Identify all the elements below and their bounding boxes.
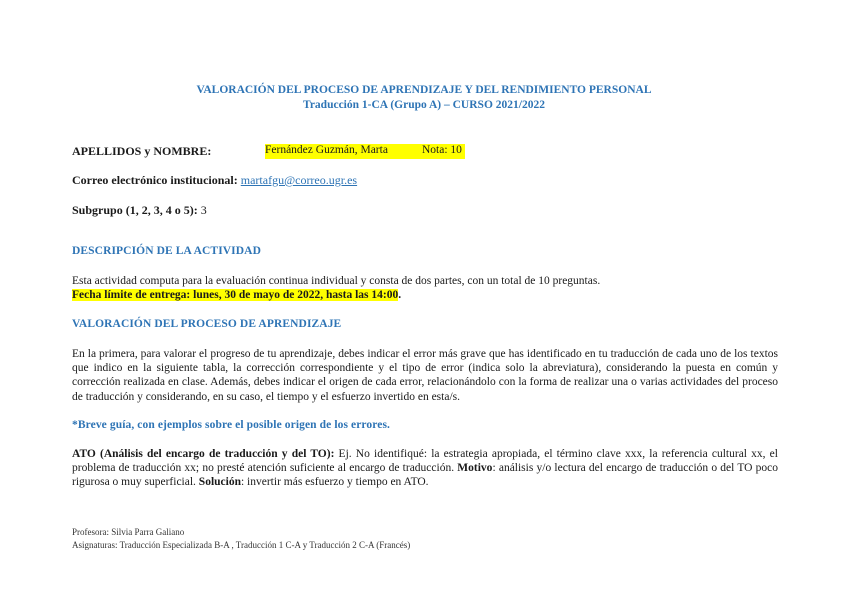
email-row bbox=[72, 173, 357, 188]
ato-text-1: Ej. No identifiqué: la estrategia apropiada, el término clave xxx, la referencia cultural xx, el problema de traducción xx; no presté atención suficiente al encargo de traducción. bbox=[72, 448, 778, 475]
name-label: APELLIDOS y NOMBRE: bbox=[72, 144, 212, 158]
subgroup-label: Subgrupo (1, 2, 3, 4 o 5): bbox=[72, 203, 198, 217]
name-highlight bbox=[265, 144, 465, 159]
activity-heading: DESCRIPCIÓN DE LA ACTIVIDAD bbox=[72, 245, 261, 257]
ato-text-2: : análisis y/o lectura del encargo de traducción o del TO poco rigurosa o muy superficial. bbox=[72, 462, 779, 489]
document-subtitle: Traducción 1-CA (Grupo A) – CURSO 2021/2022 bbox=[303, 99, 545, 111]
activity-description: Esta actividad computa para la evaluación continua individual y consta de dos partes, con un total de 10 preguntas. bbox=[72, 275, 601, 287]
subgroup-row bbox=[72, 203, 207, 218]
ato-paragraph bbox=[72, 447, 778, 490]
assessment-heading: VALORACIÓN DEL PROCESO DE APRENDIZAJE bbox=[72, 318, 342, 330]
deadline-period: . bbox=[398, 289, 402, 301]
email-link[interactable]: martafgu@correo.ugr.es bbox=[240, 173, 358, 187]
name-value: Fernández Guzmán, Marta bbox=[265, 144, 388, 156]
deadline-text: Fecha límite de entrega: lunes, 30 de mayo de 2022, hasta las 14:00 bbox=[72, 289, 399, 301]
document-title: VALORACIÓN DEL PROCESO DE APRENDIZAJE Y DEL RENDIMIENTO PERSONAL bbox=[196, 84, 652, 96]
footer-professor: Profesora: Silvia Parra Galiano bbox=[72, 527, 185, 537]
motivo-label: Motivo bbox=[457, 462, 493, 475]
grade-value: Nota: 10 bbox=[422, 144, 462, 156]
subgroup-value: 3 bbox=[200, 203, 207, 217]
deadline-row bbox=[72, 289, 401, 301]
email-label: Correo electrónico institucional: bbox=[72, 173, 238, 187]
footer-subjects: Asignaturas: Traducción Especializada B-A , Traducción 1 C-A y Traducción 2 C-A (Francés) bbox=[72, 540, 411, 550]
ato-text-3: : invertir más esfuerzo y tiempo en ATO. bbox=[240, 476, 429, 489]
solucion-label: Solución bbox=[198, 476, 241, 489]
ato-label: ATO (Análisis del encargo de traducción y del TO): bbox=[72, 448, 335, 460]
guide-heading: *Breve guía, con ejemplos sobre el posible origen de los errores. bbox=[72, 419, 391, 431]
assessment-paragraph: En la primera, para valorar el progreso de tu aprendizaje, debes indicar el error más grave que has identificado en tu traducción de cada uno de los textos que indico en la siguiente tabla, la corrección correspondiente y el tipo de error (indica solo la abreviatura), considerando la puesta en común y corrección realizada en clase. Además, debes indicar el origen de cada error, relacionándolo con la forma de realizar una o varias actividades del proceso de traducción y considerando, en su caso, el tiempo y el esfuerzo invertido en esta/s. bbox=[72, 348, 778, 403]
